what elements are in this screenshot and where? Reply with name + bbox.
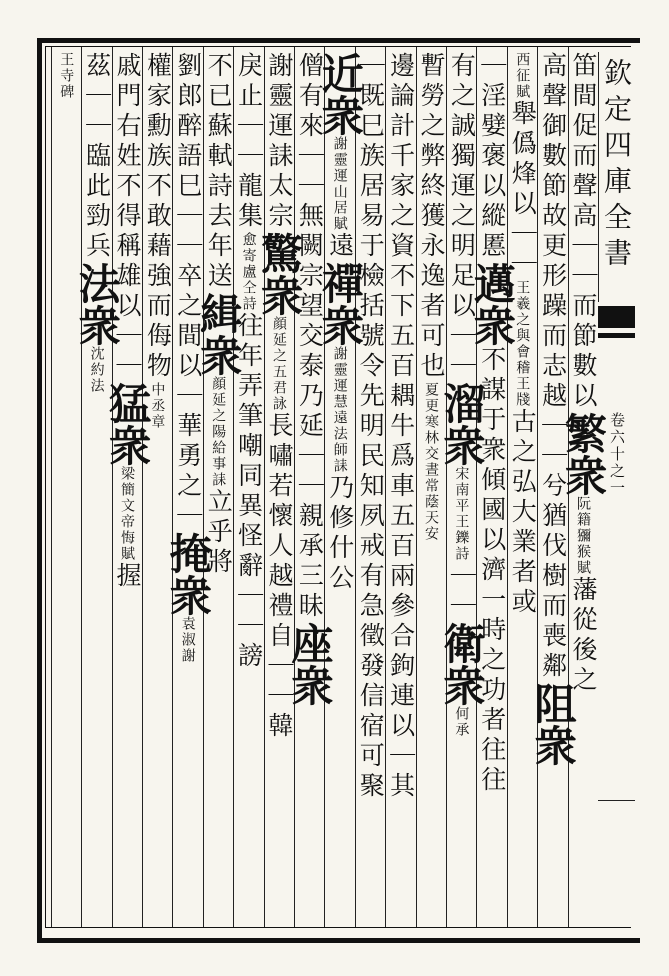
ear-divider (598, 800, 635, 801)
body-text: 高聲御數節故更形躁而志越｜｜兮猶伐樹而喪鄰 (538, 52, 568, 682)
body-text: 權家勳族不敢藉強而侮物 (143, 52, 173, 382)
body-text: 不謀于衆傾國以濟一時之功者往往 (477, 346, 507, 796)
body-text: 長嘯若懷人越禮自｜｜韓 (264, 412, 294, 742)
body-text: 僧有來｜｜無闕 (295, 52, 325, 262)
body-text: 劉郎醉語巳｜｜ (173, 52, 203, 262)
source-note: 王寺碑 (58, 52, 75, 100)
headword: 衆 (254, 274, 304, 316)
headword: 衆 (558, 454, 608, 496)
source-note: 梁簡文帝悔賦 (118, 466, 135, 562)
headword: 座 (285, 622, 335, 664)
text-column (467, 52, 517, 922)
source-note: 中丞章 (149, 382, 166, 430)
headword: 猛 (102, 382, 152, 424)
text-column (52, 52, 81, 922)
body-text: 舉僞烽以｜｜ (508, 100, 538, 280)
text-column (285, 52, 335, 922)
text-column (528, 52, 578, 922)
body-text: 遠 (325, 232, 355, 262)
body-text: 有之誠獨運之明足以｜｜ (447, 52, 477, 382)
headword: 衆 (528, 724, 578, 766)
source-note: 天安 (422, 510, 439, 542)
headword: 繁 (558, 412, 608, 454)
body-text: ｜既巳族居易于檢括號令先明民知夙戒有急徵發信宿可聚 (356, 52, 386, 802)
text-column (163, 52, 213, 922)
headword: 近 (315, 52, 365, 94)
text-column (72, 52, 122, 922)
headword: 衆 (163, 574, 213, 616)
source-note: 謝靈運慧遠法師誄 (331, 346, 348, 474)
source-note: 袁淑謝 (179, 616, 196, 664)
text-column (386, 52, 415, 922)
headword: 邁 (467, 262, 517, 304)
body-text: 謝靈運誄太宗 (264, 52, 294, 232)
body-text: 往年弄筆嘲同異怪辭｜｜謗 (234, 312, 264, 672)
body-text: 立乎將 (204, 488, 234, 578)
headword: 衆 (315, 94, 365, 136)
body-text: 卒之間以｜華勇之｜ (173, 262, 203, 532)
text-column (508, 52, 537, 922)
fishtail-mark (598, 306, 635, 328)
headword: 衆 (437, 664, 487, 706)
headword: 衆 (315, 304, 365, 346)
body-text: 戚門右姓不得稱雄以｜｜ (112, 52, 142, 382)
body-text: 邊論計千家之資不下五百耦牛爲車五百兩參合鉤連以｜其 (386, 52, 416, 802)
text-column (356, 52, 385, 922)
body-text: ｜淫嬖褒以縱慝 (477, 52, 507, 262)
body-text: 茲｜｜臨此勁兵 (82, 52, 112, 262)
source-note: 謝靈運山居賦 (331, 136, 348, 232)
body-text: ｜｜ (447, 562, 477, 622)
headword: 驚 (254, 232, 304, 274)
source-note: 宋南平王鑠詩 (453, 466, 470, 562)
source-note: 愈寄盧仝詩 (240, 232, 257, 312)
text-column (558, 52, 608, 922)
source-note: 顔延之陽給事誄 (210, 376, 227, 488)
text-column (234, 52, 263, 922)
source-note: 何承 (453, 706, 470, 738)
headword: 衆 (437, 424, 487, 466)
body-text: 藩從後之 (568, 576, 598, 696)
source-note: 顔延之五君詠 (270, 316, 287, 412)
headword: 阻 (528, 682, 578, 724)
body-text: 握 (112, 562, 142, 592)
text-column (143, 52, 172, 922)
body-text: 笛間促而聲高｜｜而節數以 (568, 52, 598, 412)
headword: 衆 (102, 424, 152, 466)
text-column (194, 52, 244, 922)
text-column (437, 52, 487, 922)
body-text: 古之弘大業者或 (508, 408, 538, 618)
text-column (417, 52, 446, 922)
source-note: 夏更寒林交晝常蔭 (422, 382, 439, 510)
headword: 衆 (194, 334, 244, 376)
headword: 衆 (72, 304, 122, 346)
source-note: 王羲之與會稽王牋 (514, 280, 531, 408)
body-text: 宗望交泰乃延｜｜親承三昧 (295, 262, 325, 622)
text-column (254, 52, 304, 922)
headword: 緝 (194, 292, 244, 334)
text-column (315, 52, 365, 922)
headword: 衆 (285, 664, 335, 706)
body-text: 暫勞之弊終獲永逸者可也 (416, 52, 446, 382)
headword: 掩 (163, 532, 213, 574)
headword: 溜 (437, 382, 487, 424)
headword: 衛 (437, 622, 487, 664)
source-note: 沈約法 (88, 346, 105, 394)
headword: 法 (72, 262, 122, 304)
book-title: 欽定四庫全書 (600, 58, 633, 274)
text-column (102, 52, 152, 922)
source-note: 阮籍獼猴賦 (574, 496, 591, 576)
body-text: 戾止｜｜龍集 (234, 52, 264, 232)
headword: 禪 (315, 262, 365, 304)
source-note: 西征賦 (514, 52, 531, 100)
fishtail-line (598, 333, 635, 338)
volume-label: 卷六十之一 (608, 412, 626, 497)
headword: 衆 (467, 304, 517, 346)
body-text: 不已蘇軾詩去年送 (204, 52, 234, 292)
body-text: 乃修什公 (325, 474, 355, 594)
